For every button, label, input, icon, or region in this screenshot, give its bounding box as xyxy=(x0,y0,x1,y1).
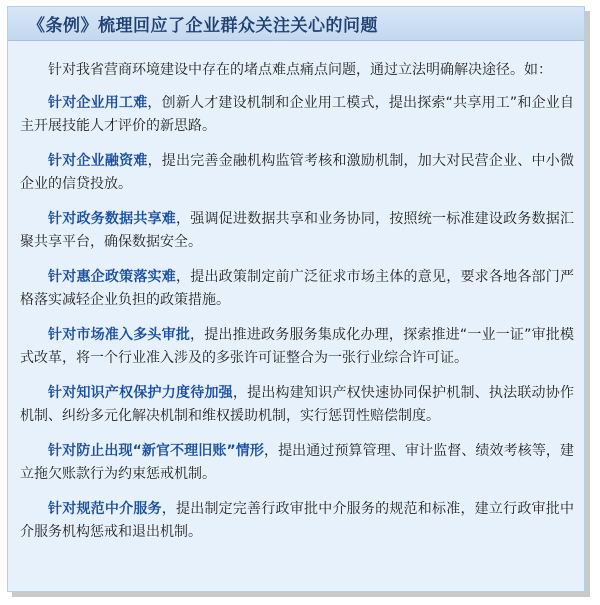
item-paragraph xyxy=(20,440,574,486)
content-area xyxy=(20,59,574,556)
item-heading: 针对防止出现“新官不理旧账”情形 xyxy=(48,443,264,459)
item-paragraph xyxy=(20,92,574,138)
item-text: ，提出通过预算管理、审计监督、绩效考核等，建立拖欠账款行为约束惩戒机制。 xyxy=(20,443,575,482)
item-paragraph xyxy=(20,498,574,544)
item-text: ，强调促进数据共享和业务协同，按照统一标准建设政务数据汇聚共享平台，确保数据安全。 xyxy=(20,211,574,250)
intro-paragraph: 针对我省营商环境建设中存在的堵点难点痛点问题，通过立法明确解决途径。如： xyxy=(48,62,552,78)
item-paragraph xyxy=(20,266,574,312)
item-paragraph xyxy=(20,208,574,254)
item-text: ，提出完善金融机构监管考核和激励机制，加大对民营企业、中小微企业的信贷投放。 xyxy=(20,153,575,192)
panel-title: 《条例》梳理回应了企业群众关注关心的问题 xyxy=(28,16,378,36)
item-heading: 针对惠企政策落实难 xyxy=(48,269,176,285)
item-heading: 针对市场准入多头审批 xyxy=(48,327,191,343)
item-paragraph xyxy=(20,382,574,428)
item-text: ，提出推进政务服务集成化办理，探索推进“一业一证”审批模式改革，将一个行业准入涉及的多张许可证整合为一张行业综合许可证。 xyxy=(20,327,574,366)
item-text: ，提出制定完善行政审批中介服务的规范和标准，建立行政审批中介服务机构惩戒和退出机制。 xyxy=(20,501,575,540)
info-panel xyxy=(7,6,585,592)
item-text: ，提出政策制定前广泛征求市场主体的意见，要求各地各部门严格落实减轻企业负担的政策措施。 xyxy=(20,269,574,308)
item-text: ，创新人才建设机制和企业用工模式，提出探索“共享用工”和企业自主开展技能人才评价的新思路。 xyxy=(20,95,574,134)
item-text: ，提出构建知识产权快速协同保护机制、执法联动协作机制、纠纷多元化解决机制和维权援助机制，实行惩罚性赔偿制度。 xyxy=(20,385,575,424)
item-paragraph xyxy=(20,324,574,370)
item-heading: 针对企业融资难 xyxy=(48,153,148,169)
item-heading: 针对知识产权保护力度待加强 xyxy=(48,385,233,401)
item-heading: 针对政务数据共享难 xyxy=(48,211,176,227)
item-heading: 针对规范中介服务 xyxy=(48,501,162,517)
item-paragraph xyxy=(20,150,574,196)
title-bar xyxy=(8,7,584,41)
item-heading: 针对企业用工难 xyxy=(48,95,148,111)
